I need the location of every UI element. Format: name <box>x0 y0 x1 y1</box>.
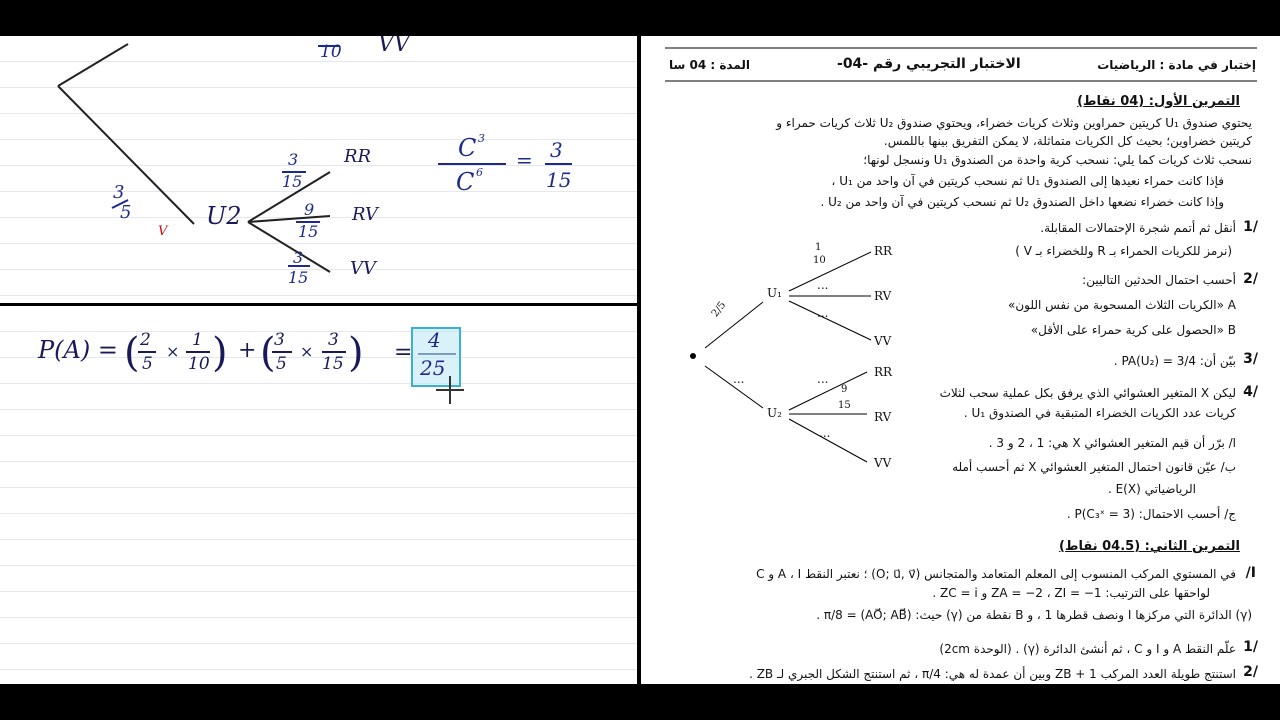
branch2-num: 9 <box>304 200 315 219</box>
paren-open-2: ( <box>260 330 276 376</box>
pa-f4-den: 15 <box>322 354 344 374</box>
comb-den-sup: 6 <box>476 166 483 179</box>
q2-event-b: B «الحصول على كرية حمراء على الأقل» <box>1030 323 1236 337</box>
q1-text: أنقل ثم أتمم شجرة الإحتمالات المقابلة. <box>1040 221 1236 235</box>
ex2-q1-text: علّم النقط A و I و C ، ثم أنشئ الدائرة (γ) . (الوحدة 2cm) <box>939 642 1236 656</box>
frac-35-num: 3 <box>113 182 125 203</box>
tree-vv2: VV <box>874 456 892 470</box>
pa-sketch-lines <box>0 306 637 426</box>
q4-part-ba-2: الرياضياتي E(X) . <box>1107 482 1196 496</box>
header-duration: المدة : 04 سا <box>669 58 751 72</box>
paren-open-1: ( <box>124 330 140 376</box>
tree-dots-u2: ... <box>733 372 745 386</box>
u2-handwritten: U2 <box>206 202 242 230</box>
times-1: × <box>166 342 180 361</box>
q1-number: /1 <box>1243 219 1258 235</box>
comb-num: C <box>458 134 477 162</box>
pa-f1-den: 5 <box>142 354 153 374</box>
ex2-line1: في المستوي المركب المنسوب إلى المعلم المتعامد والمتجانس (O; u⃗, v⃗) ؛ نعتبر النقط A ، I و C <box>756 567 1236 581</box>
tree-rv2: RV <box>874 410 892 424</box>
tree-rr2: RR <box>874 365 893 379</box>
ex1-line1: يحتوي صندوق U₁ كريتين حمراوين وثلاث كريات خضراء، ويحتوي صندوق U₂ ثلاث كريات حمراء و <box>776 116 1252 130</box>
branch1-num: 3 <box>288 150 299 169</box>
q2-number: /2 <box>1243 271 1258 287</box>
exam-document <box>641 36 1280 684</box>
branch2-den: 15 <box>298 222 319 241</box>
branch3-den: 15 <box>288 268 309 287</box>
probability-tree <box>641 36 1280 684</box>
q4-part-ba: ب/ عيّن قانون احتمال المتغير العشوائي X ثم أحسب أمله <box>952 460 1236 474</box>
tree-p-u1: 2/5 <box>709 299 729 320</box>
result-num: 4 <box>428 328 441 352</box>
tree-rr1: RR <box>874 244 893 258</box>
outcome-vv: VV <box>350 258 376 279</box>
tree-p-rv2-den: 15 <box>838 400 851 411</box>
branch1-den: 15 <box>282 172 303 191</box>
paren-close-1: ) <box>212 330 228 376</box>
ex1-line4: فإذا كانت حمراء نعيدها إلى الصندوق U₁ ثم نسحب كريتين في آن واحد من U₁ ، <box>831 174 1224 188</box>
ex1-line5: وإذا كانت خضراء نضعها داخل الصندوق U₂ ثم نسحب كريتين في آن واحد من U₂ . <box>820 195 1224 209</box>
plus-sign: + <box>238 338 257 363</box>
pa-f3-num: 3 <box>274 330 285 350</box>
tree-dots-rv1: ... <box>817 278 829 292</box>
tree-p-rr1-den: 10 <box>813 255 826 266</box>
result-den: 25 <box>420 356 446 380</box>
comb-num-sup: 3 <box>478 132 485 145</box>
tree-dots-vv1: ... <box>817 306 829 320</box>
part-i-number: I/ <box>1245 565 1256 581</box>
pa-f2-num: 1 <box>192 330 203 350</box>
q4-number: /4 <box>1243 384 1258 400</box>
tree-dots-rr2: ... <box>817 372 829 386</box>
header-subject: إختبار في مادة : الرياضيات <box>1097 58 1256 72</box>
tree-p-rv2-num: 9 <box>841 384 848 395</box>
tree-vv1: VV <box>874 334 892 348</box>
ex2-line3: (γ) الدائرة التي مركزها I ونصف قطرها 1 ، و B نقطة من (γ) حيث: (AO⃗; AB⃗) = π/8 . <box>816 608 1252 622</box>
pa-f3-den: 5 <box>276 354 287 374</box>
branch3-num: 3 <box>293 248 304 267</box>
q4-line1: ليكن X المتغير العشوائي الذي يرفق بكل عملية سحب لثلاث <box>939 386 1236 400</box>
tree-dots-vv2: ... <box>819 426 831 440</box>
red-v-mark: V <box>158 224 168 239</box>
equals-sign: = <box>394 340 413 365</box>
exercise1-title: التمرين الأول: (04 نقاط) <box>1077 94 1240 109</box>
ex2-q2-number: /2 <box>1243 664 1258 680</box>
outcome-rv: RV <box>352 204 378 225</box>
ex1-line3: نسحب ثلاث كريات كما يلي: نسحب كرية واحدة من الصندوق U₁ ونسجل لونها؛ <box>863 153 1252 167</box>
q2-event-a: A «الكريات الثلاث المسحوبة من نفس اللون» <box>1008 298 1236 312</box>
q2-text: أحسب احتمال الحدثين التاليين: <box>1082 273 1236 287</box>
paren-close-2: ) <box>348 330 364 376</box>
q4-line2: كريات عدد الكريات الخضراء المتبقية في الصندوق U₁ . <box>963 406 1236 420</box>
pa-f4-num: 3 <box>328 330 339 350</box>
exercise2-title: التمرين الثاني: (04.5 نقاط) <box>1059 539 1240 554</box>
tree-p-rr1-num: 1 <box>815 242 822 253</box>
ex2-q2-text: استنتج طويلة العدد المركب ZB + 1 وبين أن عمدة له هي: π/4 ، ثم استنتج الشكل الجبري لـ ZB . <box>749 667 1236 681</box>
comb-den: C <box>456 168 475 196</box>
q3-text: بيّن أن: PA(U₂) = 3/4 . <box>1113 354 1236 368</box>
comb-equals: = <box>516 148 533 172</box>
frac-top-den: 10 <box>320 42 342 62</box>
ex1-line2: كريتين خضراوين؛ بحيث كل الكريات متماثلة، لا يمكن التفريق بينها باللمس. <box>883 134 1252 148</box>
pa-label: P(A) = <box>38 336 118 364</box>
q3-number: /3 <box>1243 351 1258 367</box>
ex2-q1-number: /1 <box>1243 639 1258 655</box>
q4-part-jim: ج/ أحسب الاحتمال: P(C₃ˣ = 3) . <box>1066 507 1236 521</box>
tree-sketch-lines <box>0 36 637 303</box>
comb-result-den: 15 <box>546 168 572 192</box>
top-vv-label: VV <box>378 36 410 57</box>
tree-u2: U₂ <box>767 406 782 420</box>
pa-f2-den: 10 <box>188 354 210 374</box>
whiteboard-top <box>0 36 637 303</box>
frac-35-den: 5 <box>120 202 132 223</box>
pa-f1-num: 2 <box>140 330 151 350</box>
ex2-line2: لواحقها على الترتيب: ZA = −2 ، ZI = −1 و ZC = i . <box>932 586 1210 600</box>
outcome-rr: RR <box>344 146 372 167</box>
tree-rv1: RV <box>874 289 892 303</box>
times-2: × <box>300 342 314 361</box>
q1-note: (نرمز للكريات الحمراء بـ R وللخضراء بـ V ) <box>1015 244 1232 258</box>
whiteboard-bottom <box>0 306 637 684</box>
tree-u1: U₁ <box>767 286 782 300</box>
header-exam-title: الاختبار التجريبي رقم -04- <box>837 56 1021 72</box>
comb-result-num: 3 <box>550 138 563 162</box>
q4-part-alif: ا/ برّر أن قيم المتغير العشوائي X هي: 1 ، 2 و 3 . <box>988 436 1236 450</box>
